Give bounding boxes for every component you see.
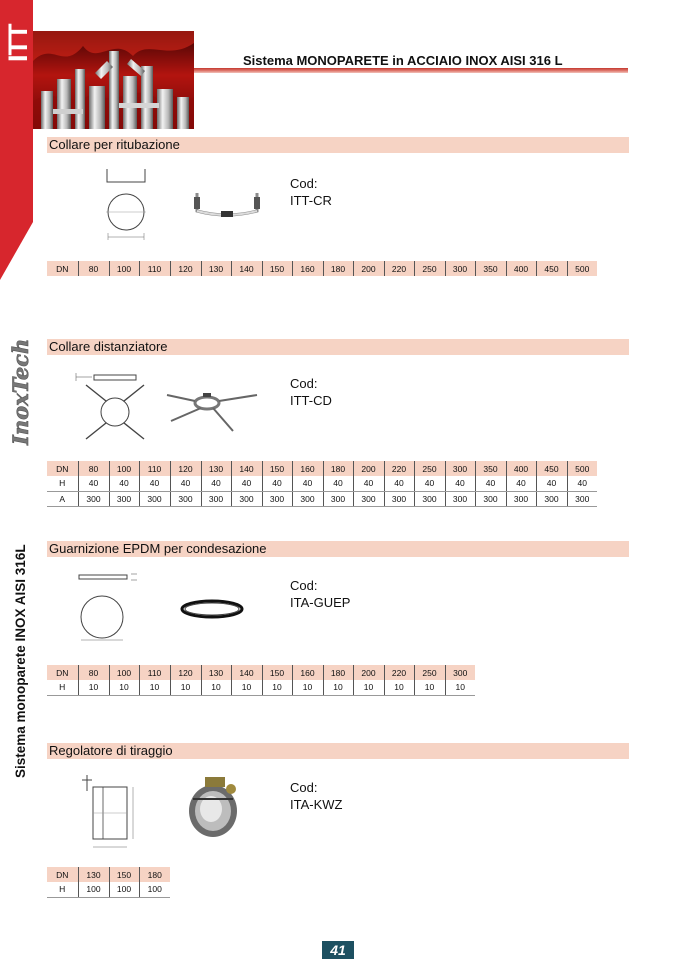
header-rule — [194, 68, 628, 73]
brand-side-tab: ITT — [3, 24, 33, 62]
table-cell: 150 — [262, 461, 292, 476]
table-cell: 80 — [78, 261, 109, 276]
table-cell: 10 — [414, 680, 445, 695]
product-code — [290, 175, 332, 209]
table-cell: 40 — [414, 476, 445, 491]
table-cell: 40 — [323, 476, 353, 491]
table-cell: 130 — [201, 261, 231, 276]
code-value: ITA-GUEP — [290, 595, 351, 610]
inoxtech-logo: InoxTech — [8, 338, 33, 445]
table-cell: 250 — [414, 665, 445, 680]
table-cell: 300 — [78, 491, 109, 506]
product-code — [290, 375, 332, 409]
table-cell: 10 — [292, 680, 323, 695]
table-cell: 200 — [353, 665, 384, 680]
table-cell: 350 — [475, 461, 506, 476]
table-cell: 120 — [170, 461, 201, 476]
table-cell: 40 — [506, 476, 536, 491]
table-cell: 100 — [109, 461, 139, 476]
table-cell: 300 — [109, 491, 139, 506]
table-cell: 40 — [139, 476, 170, 491]
table-cell: 100 — [109, 882, 139, 897]
table-cell: 40 — [170, 476, 201, 491]
table-row — [47, 476, 597, 491]
section-title: Guarnizione EPDM per condesazione — [47, 541, 629, 557]
table-cell: 150 — [109, 867, 139, 882]
table-cell: 450 — [536, 461, 567, 476]
table-cell: 110 — [139, 461, 170, 476]
table-cell: 220 — [384, 461, 414, 476]
table-cell: 200 — [353, 461, 384, 476]
table-cell: 300 — [536, 491, 567, 506]
table-cell: 300 — [567, 491, 597, 506]
code-value: ITA-KWZ — [290, 797, 343, 812]
table-header-row — [47, 665, 475, 680]
table-cell: 130 — [78, 867, 109, 882]
table-cell: 300 — [292, 491, 323, 506]
table-cell: 10 — [445, 680, 475, 695]
table-cell: H — [47, 680, 78, 695]
table-cell: DN — [47, 461, 78, 476]
table-cell: 130 — [201, 461, 231, 476]
table-cell: 500 — [567, 261, 597, 276]
table-cell: 160 — [292, 461, 323, 476]
table-cell: 300 — [170, 491, 201, 506]
table-cell: 120 — [170, 261, 201, 276]
code-label: Cod: — [290, 780, 318, 795]
table-cell: 150 — [262, 261, 292, 276]
table-cell: 40 — [353, 476, 384, 491]
table-cell: 300 — [445, 665, 475, 680]
code-value: ITT-CD — [290, 393, 332, 408]
table-cell: 40 — [536, 476, 567, 491]
table-cell: 100 — [109, 665, 139, 680]
draught-regulator-photo — [183, 773, 245, 841]
draught-regulator-technical-drawing — [77, 771, 147, 853]
table-cell: 300 — [506, 491, 536, 506]
header-title: Sistema MONOPARETE in ACCIAIO INOX AISI 316 L — [243, 53, 563, 68]
table-cell: 40 — [109, 476, 139, 491]
section-title: Collare distanziatore — [47, 339, 629, 355]
section-title: Collare per ritubazione — [47, 137, 629, 153]
table-cell: H — [47, 476, 78, 491]
table-cell: 10 — [262, 680, 292, 695]
vertical-page-title: Sistema monoparete INOX AISI 316L — [13, 544, 28, 778]
table-cell: 120 — [170, 665, 201, 680]
table-cell: H — [47, 882, 78, 897]
table-cell: 400 — [506, 261, 536, 276]
table-cell: 40 — [567, 476, 597, 491]
table-cell: 300 — [445, 491, 475, 506]
table-cell: 10 — [323, 680, 353, 695]
table-cell: 180 — [323, 261, 353, 276]
table-cell: 100 — [109, 261, 139, 276]
table-row — [47, 491, 597, 506]
table-cell: 80 — [78, 461, 109, 476]
table-cell: 100 — [139, 882, 170, 897]
table-cell: 300 — [414, 491, 445, 506]
header-photo-flue-pipes — [33, 31, 194, 129]
table-cell: 300 — [475, 491, 506, 506]
table-cell: 40 — [445, 476, 475, 491]
table-cell: 300 — [353, 491, 384, 506]
table-cell: 160 — [292, 261, 323, 276]
section-collare-ritubazione — [47, 137, 629, 277]
spacer-collar-photo — [165, 383, 259, 435]
table-cell: 10 — [109, 680, 139, 695]
table-cell: DN — [47, 665, 78, 680]
code-label: Cod: — [290, 176, 318, 191]
table-cell: 130 — [201, 665, 231, 680]
table-cell: 10 — [139, 680, 170, 695]
table-cell: 220 — [384, 665, 414, 680]
table-cell: 180 — [139, 867, 170, 882]
gasket-photo — [179, 597, 245, 621]
table-cell: 40 — [475, 476, 506, 491]
code-value: ITT-CR — [290, 193, 332, 208]
table-cell: 10 — [353, 680, 384, 695]
table-cell: 140 — [231, 461, 262, 476]
spec-table — [47, 665, 475, 696]
table-header-row — [47, 461, 597, 476]
table-cell: 300 — [323, 491, 353, 506]
table-cell: 40 — [384, 476, 414, 491]
table-cell: 140 — [231, 665, 262, 680]
gasket-technical-drawing — [75, 573, 150, 643]
table-cell: 150 — [262, 665, 292, 680]
table-cell: 160 — [292, 665, 323, 680]
collar-technical-drawing — [102, 167, 152, 242]
table-cell: 220 — [384, 261, 414, 276]
table-cell: 300 — [262, 491, 292, 506]
spec-table — [47, 867, 170, 898]
section-collare-distanziatore — [47, 339, 629, 519]
table-cell: DN — [47, 867, 78, 882]
table-cell: 350 — [475, 261, 506, 276]
table-cell: 10 — [201, 680, 231, 695]
table-cell: 100 — [78, 882, 109, 897]
table-cell: 40 — [292, 476, 323, 491]
table-cell: 500 — [567, 461, 597, 476]
table-row — [47, 882, 170, 897]
table-cell: 40 — [78, 476, 109, 491]
table-cell: 10 — [231, 680, 262, 695]
table-cell: 110 — [139, 261, 170, 276]
spacer-collar-technical-drawing — [72, 367, 167, 445]
code-label: Cod: — [290, 376, 318, 391]
page-number: 41 — [322, 941, 354, 959]
table-cell: A — [47, 491, 78, 506]
table-cell: 40 — [231, 476, 262, 491]
table-cell: 10 — [78, 680, 109, 695]
table-cell: 450 — [536, 261, 567, 276]
table-cell: 80 — [78, 665, 109, 680]
section-guarnizione-epdm — [47, 541, 629, 701]
table-row — [47, 680, 475, 695]
table-cell: 250 — [414, 261, 445, 276]
table-cell: 300 — [139, 491, 170, 506]
spec-table — [47, 461, 597, 507]
table-cell: 200 — [353, 261, 384, 276]
code-label: Cod: — [290, 578, 318, 593]
table-cell: 400 — [506, 461, 536, 476]
table-cell: 10 — [170, 680, 201, 695]
table-cell: DN — [47, 261, 78, 276]
table-cell: 40 — [262, 476, 292, 491]
table-cell: 300 — [231, 491, 262, 506]
table-cell: 300 — [445, 261, 475, 276]
table-cell: 300 — [445, 461, 475, 476]
section-regolatore-tiraggio — [47, 743, 629, 903]
section-title: Regolatore di tiraggio — [47, 743, 629, 759]
table-cell: 10 — [384, 680, 414, 695]
table-cell: 300 — [201, 491, 231, 506]
collar-photo — [193, 189, 261, 219]
table-cell: 250 — [414, 461, 445, 476]
table-cell: 40 — [201, 476, 231, 491]
table-cell: 180 — [323, 461, 353, 476]
table-cell: 180 — [323, 665, 353, 680]
table-header-row — [47, 261, 597, 276]
table-cell: 140 — [231, 261, 262, 276]
table-cell: 300 — [384, 491, 414, 506]
product-code — [290, 779, 342, 813]
table-header-row — [47, 867, 170, 882]
table-cell: 110 — [139, 665, 170, 680]
product-code — [290, 577, 350, 611]
spec-table — [47, 261, 597, 276]
